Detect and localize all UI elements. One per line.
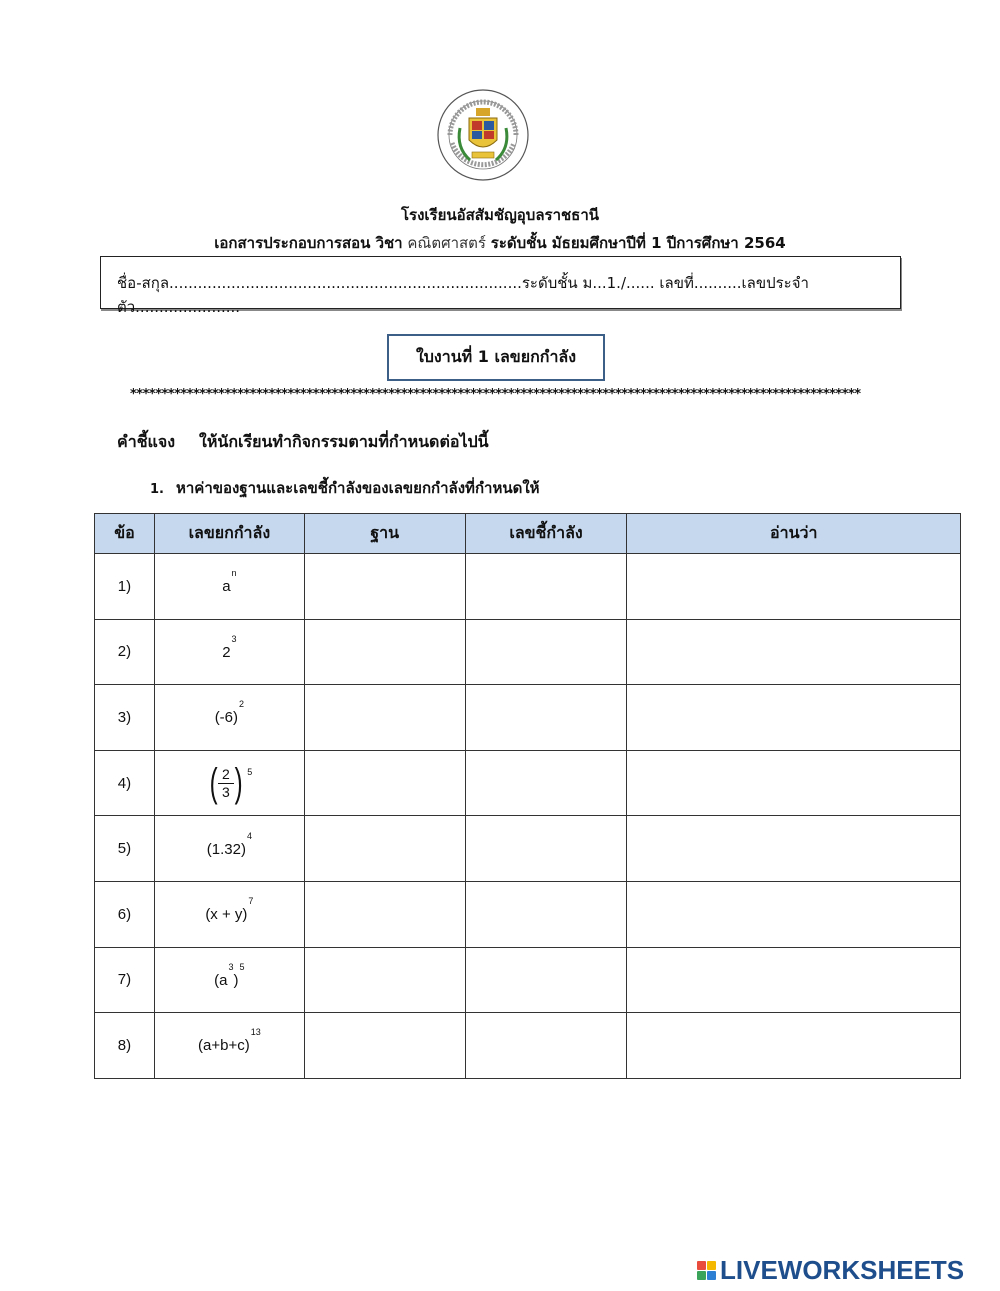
table-header-row	[95, 514, 961, 554]
power-exponent: 13	[250, 1027, 261, 1038]
power-base: (-6)	[214, 709, 239, 727]
table-row	[95, 619, 961, 685]
reading-answer-cell[interactable]	[627, 685, 961, 751]
exercise-table	[94, 513, 961, 1079]
right-paren: )	[234, 761, 243, 806]
student-info-box[interactable]	[100, 256, 901, 316]
reading-answer-cell[interactable]	[627, 750, 961, 816]
row-number: 2)	[95, 619, 155, 685]
power-expression	[154, 881, 304, 947]
inner-exponent: 3	[228, 961, 234, 972]
exponent-answer-cell[interactable]	[465, 554, 627, 620]
question-text: หาค่าของฐานและเลขชี้กำลังของเลขยกกำลังที่กำหนดให้	[176, 479, 540, 497]
base-answer-cell[interactable]	[304, 947, 465, 1013]
power-exponent: 3	[231, 633, 237, 644]
base-answer-cell[interactable]	[304, 685, 465, 751]
reading-answer-cell[interactable]	[627, 816, 961, 882]
left-paren: (	[209, 761, 218, 806]
base-answer-cell[interactable]	[304, 750, 465, 816]
power-exponent: 5	[247, 767, 253, 778]
power-base: a	[222, 578, 231, 596]
table-row	[95, 816, 961, 882]
power-expression	[154, 947, 304, 1013]
exponent-answer-cell[interactable]	[465, 947, 627, 1013]
header-base: ฐาน	[304, 514, 465, 554]
exponent-answer-cell[interactable]	[465, 685, 627, 751]
power-exponent: n	[231, 568, 237, 579]
power-exponent: 5	[239, 961, 245, 972]
fraction-power	[207, 761, 253, 806]
row-number: 7)	[95, 947, 155, 1013]
power-exponent: 4	[246, 830, 252, 841]
star-separator: ********************************************************************************************************************	[130, 387, 861, 402]
doc-prefix: เอกสารประกอบการสอน วิชา	[214, 234, 403, 252]
exponent-answer-cell[interactable]	[465, 750, 627, 816]
school-name: โรงเรียนอัสสัมชัญอุบลราชธานี	[400, 206, 600, 224]
live-cube-icon	[697, 1261, 716, 1280]
table-row	[95, 947, 961, 1013]
power-exponent: 7	[248, 896, 254, 907]
document-line	[0, 231, 1000, 255]
power-base: (1.32)	[206, 840, 246, 858]
power-expression	[154, 1013, 304, 1079]
row-number: 1)	[95, 554, 155, 620]
header-no: ข้อ	[95, 514, 155, 554]
base-answer-cell[interactable]	[304, 881, 465, 947]
fraction-denominator: 3	[221, 783, 230, 800]
exponent-answer-cell[interactable]	[465, 1013, 627, 1079]
row-number: 8)	[95, 1013, 155, 1079]
header-power: เลขยกกำลัง	[154, 514, 304, 554]
liveworksheets-logo	[697, 1255, 964, 1286]
cube-tile	[697, 1271, 706, 1280]
row-number: 6)	[95, 881, 155, 947]
table-row	[95, 1013, 961, 1079]
power-base: (a+b+c)	[198, 1037, 250, 1055]
reading-answer-cell[interactable]	[627, 947, 961, 1013]
power-expression	[154, 750, 304, 816]
reading-answer-cell[interactable]	[627, 554, 961, 620]
exponent-answer-cell[interactable]	[465, 816, 627, 882]
worksheet-title: ใบงานที่ 1 เลขยกกำลัง	[387, 334, 605, 381]
row-number: 4)	[95, 750, 155, 816]
question-number: 1.	[150, 482, 164, 497]
base-answer-cell[interactable]	[304, 816, 465, 882]
power-expression	[154, 816, 304, 882]
header-reading: อ่านว่า	[627, 514, 961, 554]
base-answer-cell[interactable]	[304, 554, 465, 620]
reading-answer-cell[interactable]	[627, 619, 961, 685]
table-row	[95, 881, 961, 947]
header-exponent: เลขชี้กำลัง	[465, 514, 627, 554]
power-base: 2	[222, 643, 231, 661]
instruction-text: ให้นักเรียนทำกิจกรรมตามที่กำหนดต่อไปนี้	[199, 432, 489, 451]
table-row	[95, 685, 961, 751]
reading-answer-cell[interactable]	[627, 881, 961, 947]
exponent-answer-cell[interactable]	[465, 619, 627, 685]
instruction-label: คำชี้แจง	[117, 432, 176, 451]
power-exponent: 2	[239, 699, 245, 710]
power-post: )	[233, 971, 239, 989]
reading-answer-cell[interactable]	[627, 1013, 961, 1079]
power-expression	[154, 685, 304, 751]
brand-text: LIVEWORKSHEETS	[720, 1255, 965, 1285]
base-answer-cell[interactable]	[304, 1013, 465, 1079]
fraction-numerator: 2	[221, 765, 230, 782]
doc-subject: คณิตศาสตร์	[407, 234, 486, 252]
row-number: 5)	[95, 816, 155, 882]
power-base: (x + y)	[205, 906, 248, 924]
cube-tile	[707, 1271, 716, 1280]
power-expression	[154, 619, 304, 685]
doc-level: ระดับชั้น มัธยมศึกษาปีที่ 1 ปีการศึกษา 2564	[490, 234, 786, 252]
row-number: 3)	[95, 685, 155, 751]
power-expression	[154, 554, 304, 620]
base-answer-cell[interactable]	[304, 619, 465, 685]
cube-tile	[697, 1261, 706, 1270]
table-row	[95, 554, 961, 620]
power-pre: (a	[214, 971, 228, 989]
cube-tile	[707, 1261, 716, 1270]
exponent-answer-cell[interactable]	[465, 881, 627, 947]
question-1	[150, 476, 540, 500]
student-info-line: ชื่อ-สกุล..........................................................................ระดับชั้น ม...1./...... เลขที่..........เลขประจำตัว......................	[117, 274, 809, 316]
school-logo	[436, 88, 530, 182]
table-row	[95, 750, 961, 816]
instruction	[117, 430, 489, 455]
